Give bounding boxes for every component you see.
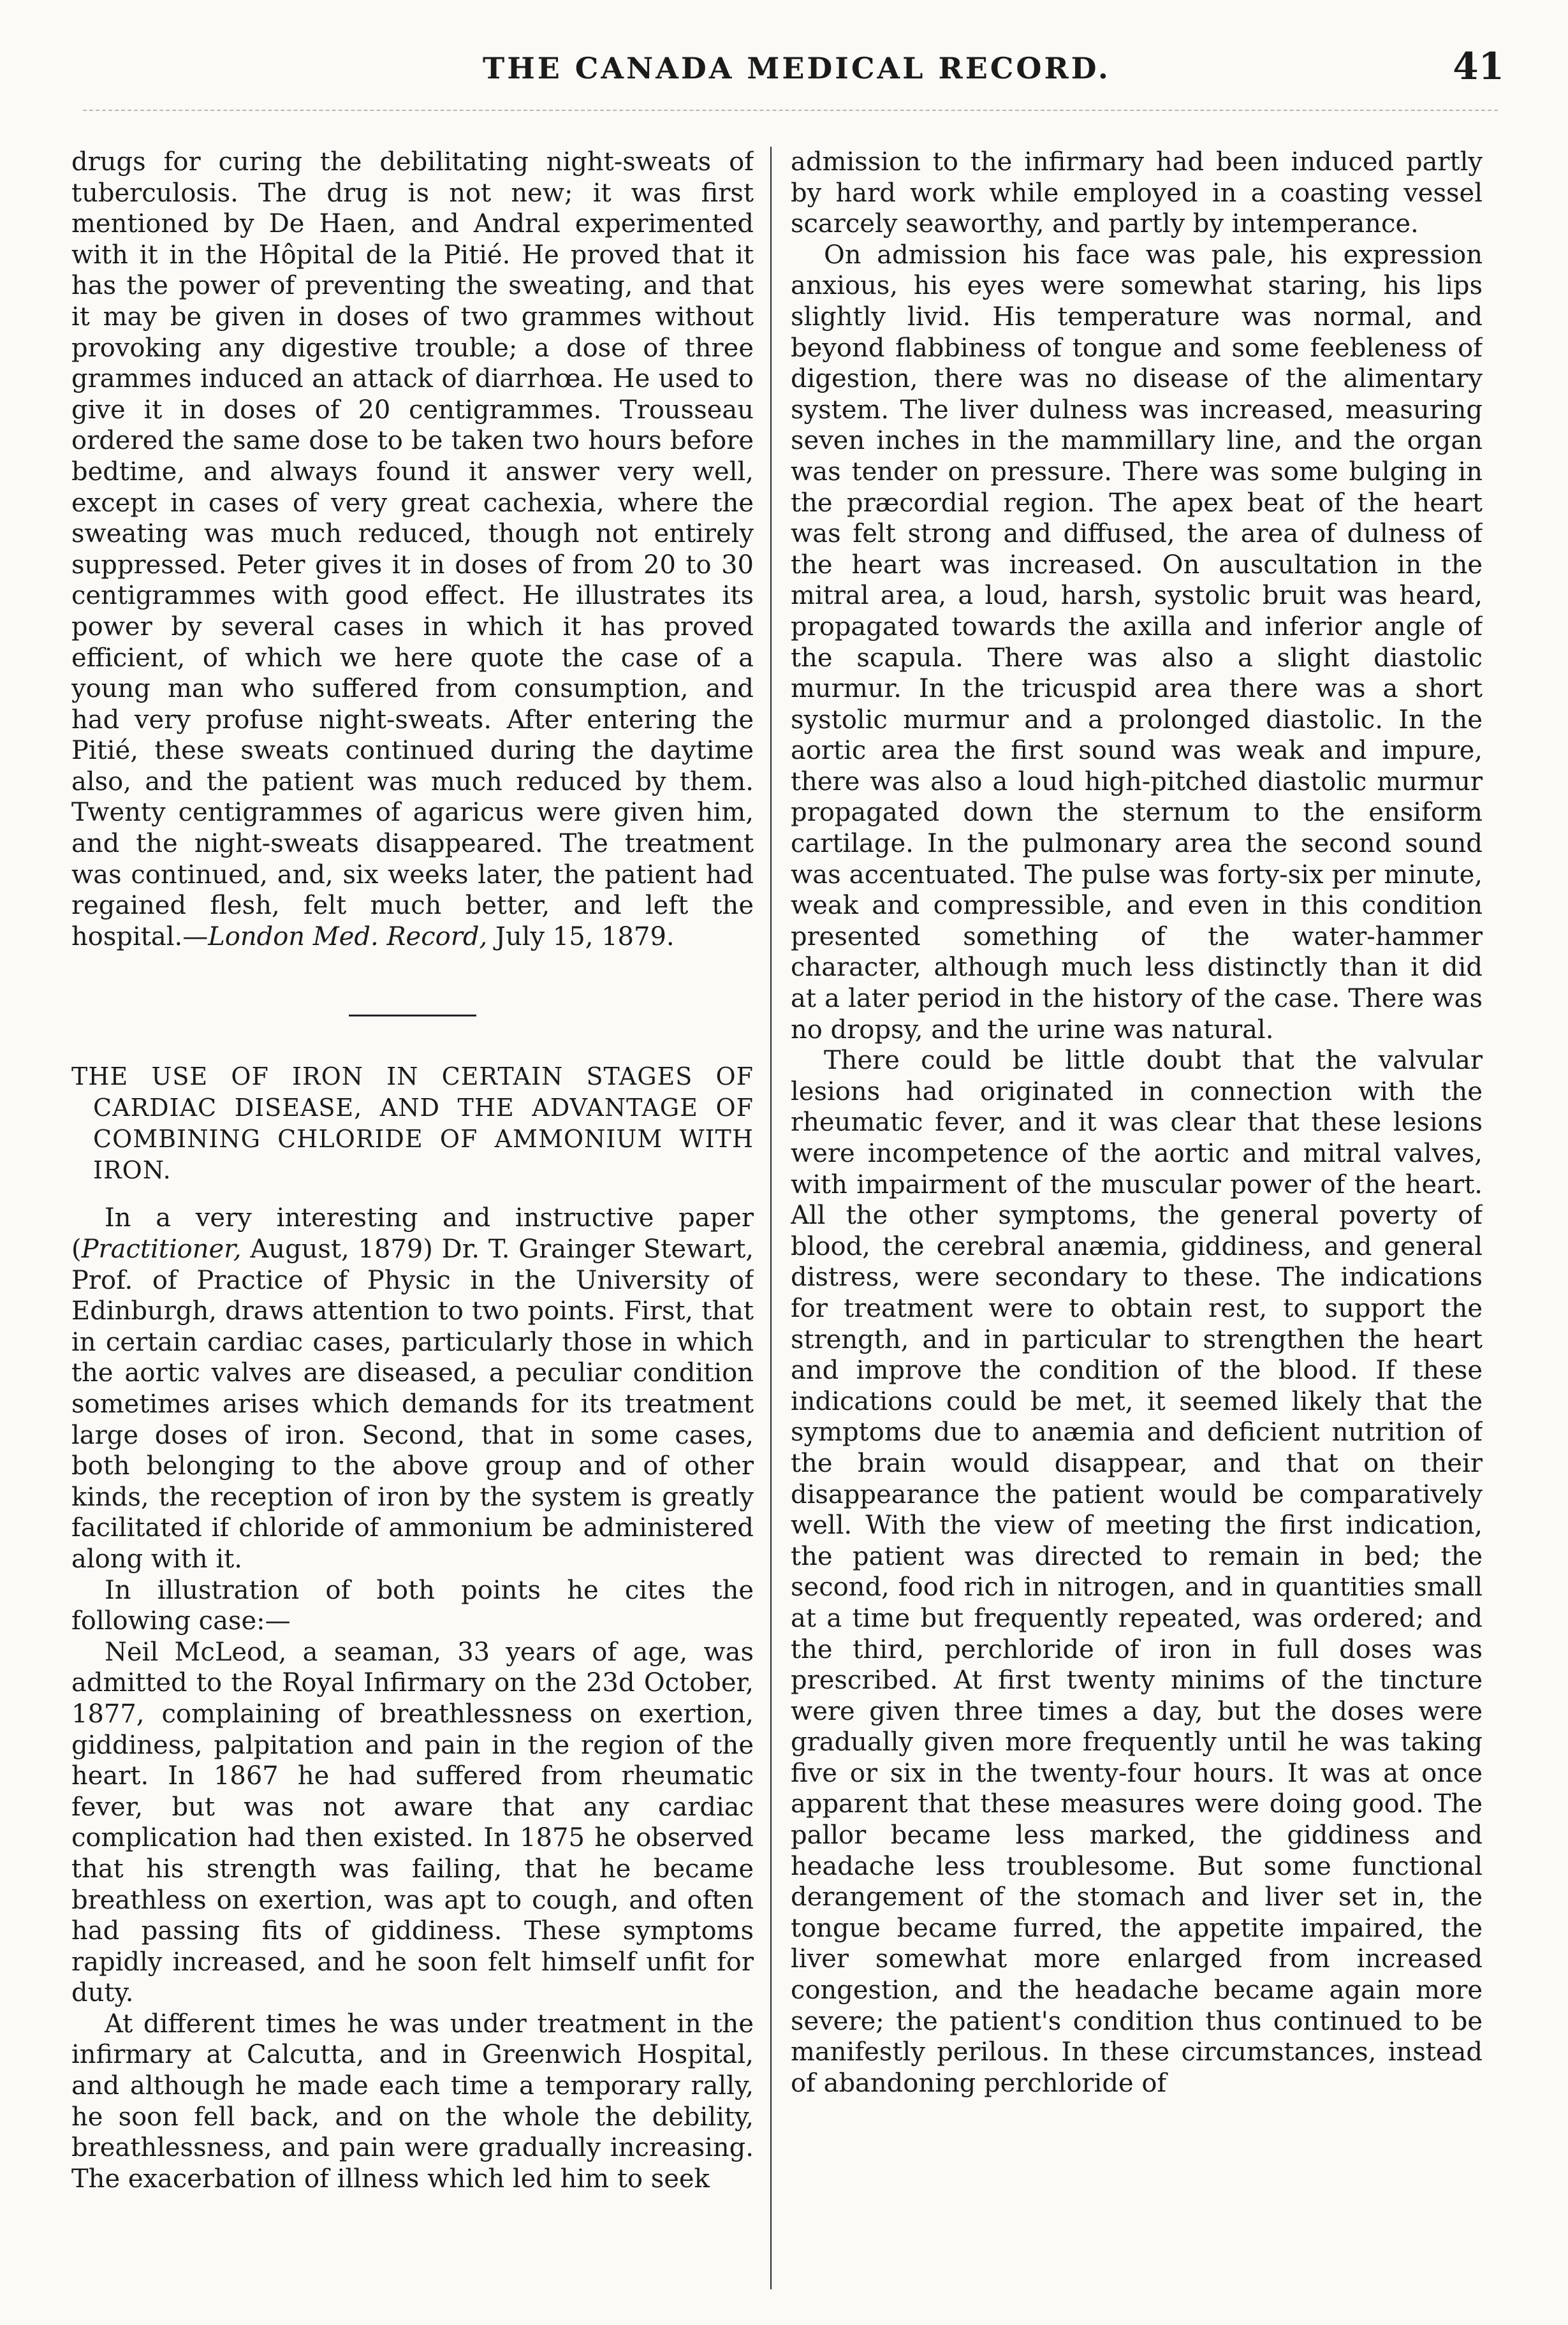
left-column	[71, 147, 754, 2302]
examination-paragraph: On admission his face was pale, his expression anxious, his eyes were somewhat staring, his lips slightly livid. His temperature was normal, and beyond flabbiness of tongue and some feebleness of digestion, there was no disease of the alimentary system. The liver dulness was increased, measuring seven inches in the mammillary line, and the organ was tender on pressure. There was some bulging in the præcordial region. The apex beat of the heart was felt strong and diffused, the area of dulness of the heart was increased. On auscultation in the mitral area, a loud, harsh, systolic bruit was heard, propagated towards the axilla and inferior angle of the scapula. There was also a slight diastolic murmur. In the tricuspid area there was a short systolic murmur and a prolonged diastolic. In the aortic area the first sound was weak and impure, there was also a loud high-pitched diastolic murmur propagated down the sternum to the ensiform cartilage. In the pulmonary area the second sound was accentuated. The pulse was forty-six per minute, weak and compressible, and even in this condition presented something of the water-hammer character, although much less distinctly than it did at a later period in the history of the case. There was no dropsy, and the urine was natural.	[791, 240, 1483, 1045]
citation-source: London Med. Record,	[208, 921, 488, 951]
page-header	[77, 45, 1517, 96]
intro-text-rest: August, 1879) Dr. T. Grainger Stewart, Prof. of Practice of Physic in the University of Edinburgh, draws attention to two points. First, that in certain cardiac cases, particularly those in which the aortic valves are diseased, a peculiar condition sometimes arises which demands for its treatment large doses of iron. Second, that in some cases, both belonging to the above group and of other kinds, the reception of iron by the system is greatly facilitated if chloride of ammonium be administered along with it.	[71, 1235, 754, 1574]
journal-name: Practitioner,	[81, 1235, 242, 1265]
header-rule	[83, 110, 1498, 111]
admission-paragraph: admission to the infirmary had been induced partly by hard work while employed in a coasting vessel scarcely seaworthy, and partly by intemperance.	[791, 147, 1483, 239]
section-title: THE USE OF IRON IN CERTAIN STAGES OF CARDIAC DISEASE, AND THE ADVANTAGE OF COMBINING CHLORIDE OF AMMONIUM WITH IRON.	[71, 1062, 754, 1185]
intro-text-start: In a very interesting and instructive paper (	[71, 1203, 754, 1265]
night-sweats-paragraph	[71, 147, 754, 952]
illustration-paragraph: In illustration of both points he cites the following case:—	[71, 1575, 754, 1636]
case-history-paragraph: Neil McLeod, a seaman, 33 years of age, was admitted to the Royal Infirmary on the 23d October, 1877, complaining of breathlessness on exertion, giddiness, palpitation and pain in the region of the heart. In 1867 he had suffered from rheumatic fever, but was not aware that any cardiac complication had then existed. In 1875 he observed that his strength was failing, that he became breathless on exertion, was apt to cough, and often had passing fits of giddiness. These symptoms rapidly increased, and he soon felt himself unfit for duty.	[71, 1637, 754, 2008]
citation-date: July 15, 1879.	[487, 921, 675, 951]
page-number: 41	[1453, 45, 1504, 88]
right-column	[791, 147, 1483, 2302]
diagnosis-paragraph: There could be little doubt that the valvular lesions had originated in connection with the rheumatic fever, and it was clear that these lesions were incompetence of the aortic and mitral valves, with impairment of the muscular power of the heart. All the other symptoms, the general poverty of blood, the cerebral anæmia, giddiness, and general distress, were secondary to these. The indications for treatment were to obtain rest, to support the strength, and in particular to strengthen the heart and improve the condition of the blood. If these indications could be met, it seemed likely that the symptoms due to anæmia and deficient nutrition of the brain would disappear, and that on their disappearance the patient would be comparatively well. With the view of meeting the first indication, the patient was directed to remain in bed; the second, food rich in nitrogen, and in quantities small at a time but frequently repeated, was ordered; and the third, perchloride of iron in full doses was prescribed. At first twenty minims of the tincture were given three times a day, but the doses were gradually given more frequently until he was taking five or six in the twenty-four hours. It was at once apparent that these measures were doing good. The pallor became less marked, the giddiness and headache less troublesome. But some functional derangement of the stomach and liver set in, the tongue became furred, the appetite impaired, the liver somewhat more enlarged from increased congestion, and the headache became again more severe; the patient's condition thus continued to be manifestly perilous. In these circumstances, instead of abandoning perchloride of	[791, 1046, 1483, 2098]
treatment-history-paragraph: At different times he was under treatment in the infirmary at Calcutta, and in Greenwich Hospital, and although he made each time a temporary rally, he soon fell back, and on the whole the debility, breathlessness, and pain were gradually increasing. The exacerbation of illness which led him to seek	[71, 2009, 754, 2194]
intro-paragraph	[71, 1203, 754, 1574]
section-separator	[349, 1015, 476, 1016]
column-divider	[770, 147, 772, 2289]
running-head: THE CANADA MEDICAL RECORD.	[483, 51, 1111, 85]
night-sweats-text: drugs for curing the debilitating night-sweats of tuberculosis. The drug is not new; it was first mentioned by De Haen, and Andral experimented with it in the Hôpital de la Pitié. He proved that it has the power of preventing the sweating, and that it may be given in doses of two grammes without provoking any digestive trouble; a dose of three grammes induced an attack of diarrhœa. He used to give it in doses of 20 centigrammes. Trousseau ordered the same dose to be taken two hours before bedtime, and always found it answer very well, except in cases of very great cachexia, where the sweating was much reduced, though not entirely suppressed. Peter gives it in doses of from 20 to 30 centigrammes with good effect. He illustrates its power by several cases in which it has proved efficient, of which we here quote the case of a young man who suffered from consumption, and had very profuse night-sweats. After entering the Pitié, these sweats continued during the daytime also, and the patient was much reduced by them. Twenty centigrammes of agaricus were given him, and the night-sweats disappeared. The treatment was continued, and, six weeks later, the patient had regained flesh, felt much better, and left the hospital.—	[71, 147, 754, 951]
